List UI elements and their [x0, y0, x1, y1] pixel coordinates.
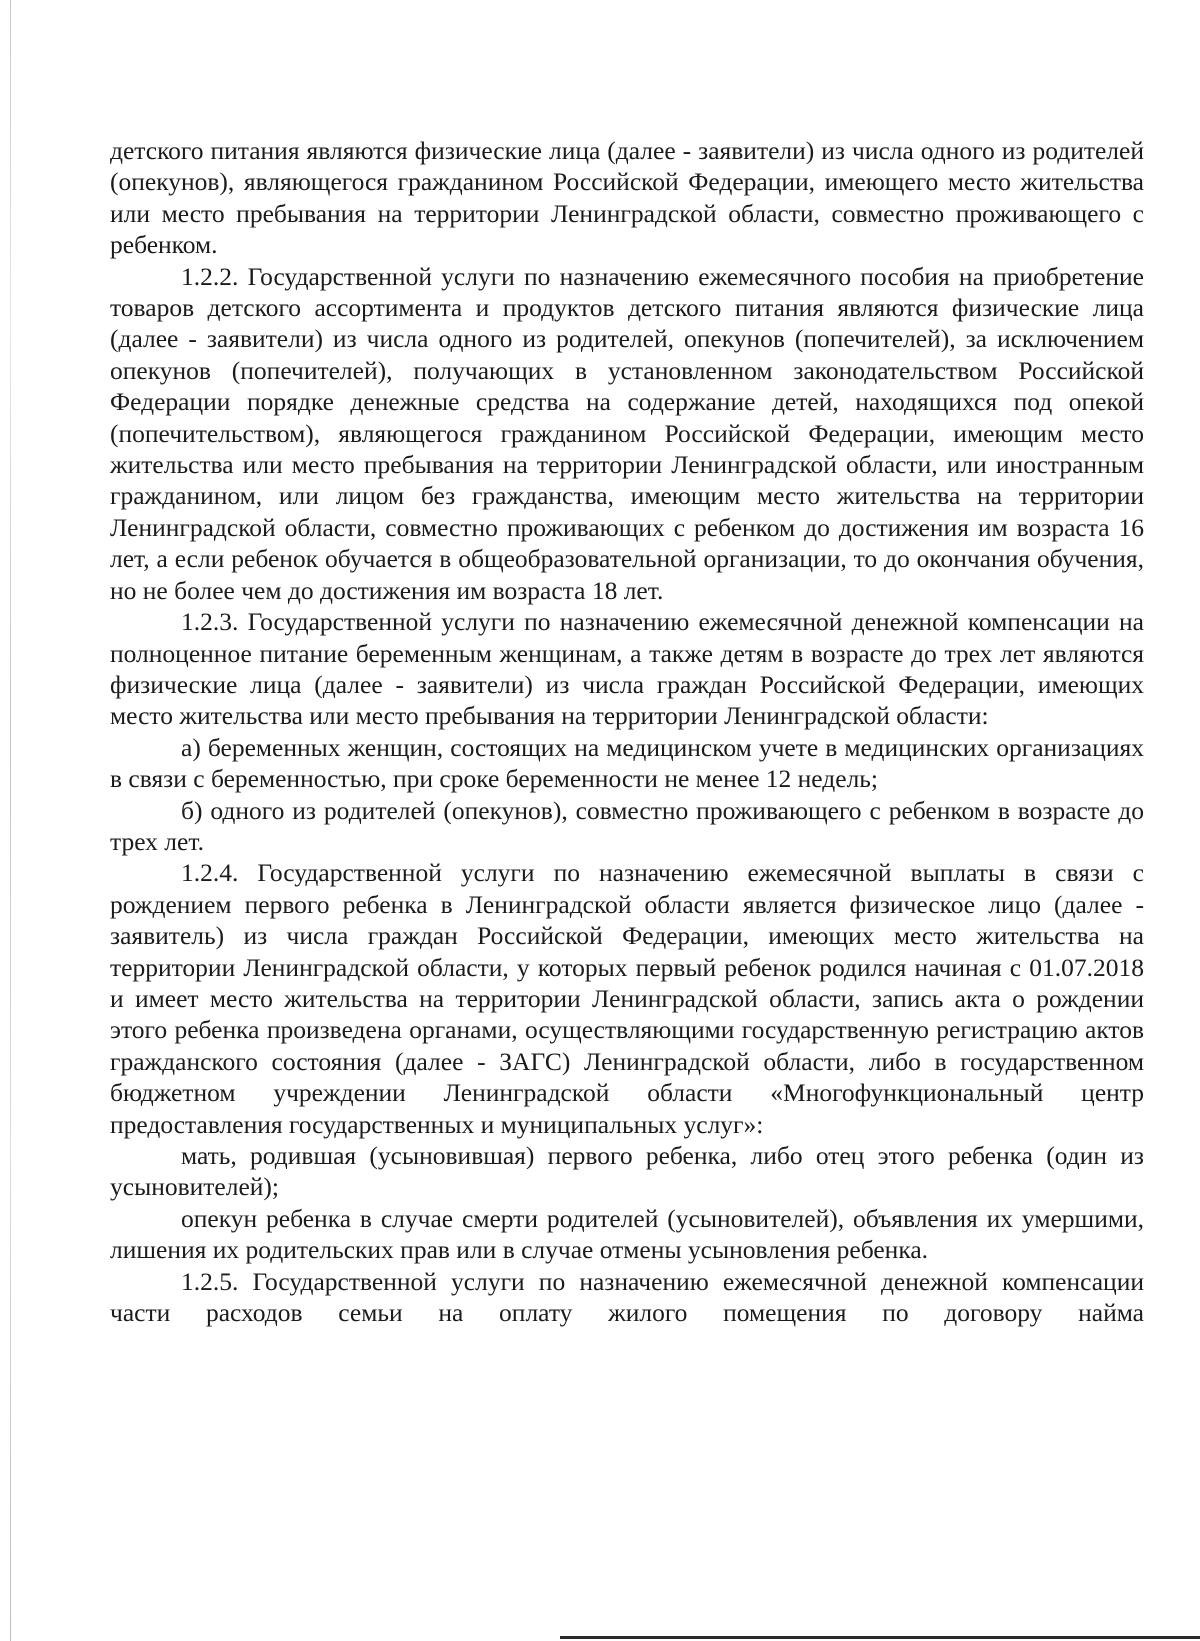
paragraph-continuation: детского питания являются физические лица (далее - заявители) из числа одного из родителей (опекунов), являющегося гражданином Российской Федерации, имеющего место жительства или место пребывания на территории Ленинградской области, совместно проживающего с ребенком. [110, 136, 1144, 260]
paragraph-guardian: опекун ребенка в случае смерти родителей (усыновителей), объявления их умершими, лишения их родительских прав или в случае отмены усыновления ребенка. [110, 1203, 1144, 1265]
paragraph-1-2-4: 1.2.4. Государственной услуги по назначению ежемесячной выплаты в связи с рождением первого ребенка в Ленинградской области является физическое лицо (далее - заявитель) из числа граждан Российской Федерации, имеющих место жительства на территории Ленинградской области, у которых первый ребенок родился начиная с 01.07.2018 и имеет место жительства на территории Ленинградской области, запись акта о рождении этого ребенка произведена органами, осуществляющими государственную регистрацию актов гражданского состояния (далее - ЗАГС) Ленинградской области, либо в государственном бюджетном учреждении Ленинградской области «Многофункциональный центр предоставления государственных и муниципальных услуг»: [110, 858, 1144, 1139]
scan-left-edge [10, 0, 11, 1641]
paragraph-1-2-5: 1.2.5. Государственной услуги по назначению ежемесячной денежной компенсации части расходов семьи на оплату жилого помещения по договору найма [110, 1266, 1144, 1328]
paragraph-mother: мать, родившая (усыновившая) первого ребенка, либо отец этого ребенка (один из усыновителей); [110, 1141, 1144, 1202]
paragraph-1-2-2: 1.2.2. Государственной услуги по назначению ежемесячного пособия на приобретение товаров детского ассортимента и продуктов детского питания являются физические лица (далее - заявители) из числа одного из родителей, опекунов (попечителей), за исключением опекунов (попечителей), получающих в установленном законодательством Российской Федерации порядке денежные средства на содержание детей, находящихся под опекой (попечительством), являющегося гражданином Российской Федерации, имеющим место жительства или место пребывания на территории Ленинградской области, или иностранным гражданином, или лицом без гражданства, имеющим место жительства на территории Ленинградской области, совместно проживающих с ребенком до достижения им возраста 16 лет, а если ребенок обучается в общеобразовательной организации, то до окончания обучения, но не более чем до достижения им возраста 18 лет. [110, 261, 1144, 605]
scan-bottom-edge [560, 1636, 1200, 1639]
list-item-b: б) одного из родителей (опекунов), совместно проживающего с ребенком в возрасте до трех лет. [110, 795, 1144, 856]
document-body [110, 135, 1144, 1328]
paragraph-1-2-3: 1.2.3. Государственной услуги по назначению ежемесячной денежной компенсации на полноценное питание беременным женщинам, а также детям в возрасте до трех лет являются физические лица (далее - заявители) из числа граждан Российской Федерации, имеющих место жительства или место пребывания на территории Ленинградской области: [110, 607, 1144, 731]
list-item-a: а) беременных женщин, состоящих на медицинском учете в медицинских организациях в связи с беременностью, при сроке беременности не менее 12 недель; [110, 732, 1144, 794]
